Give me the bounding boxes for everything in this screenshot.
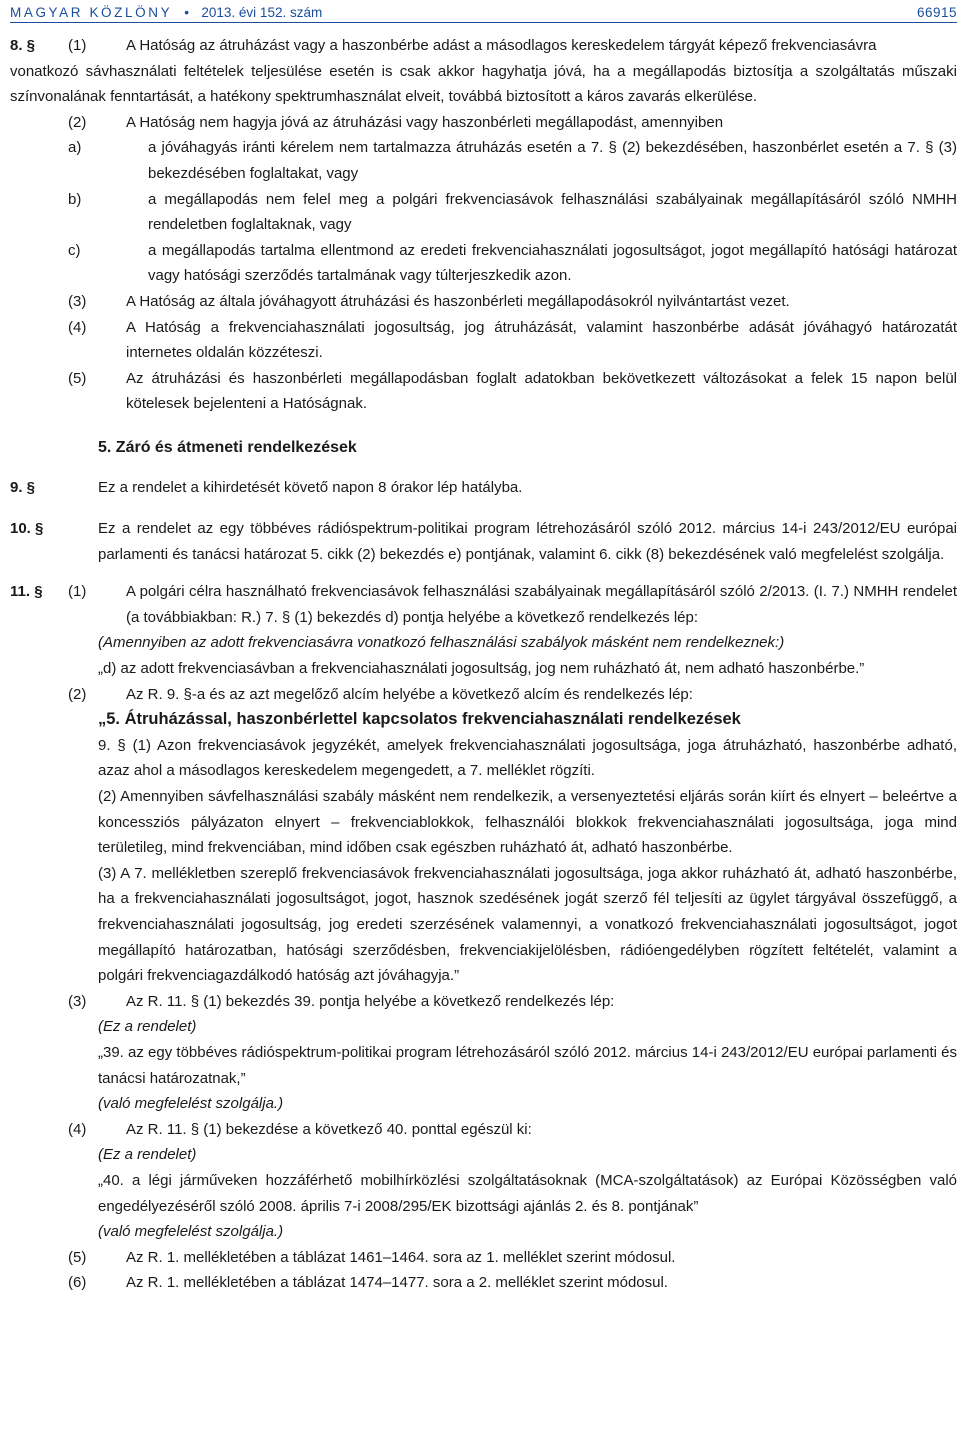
para-number: (1): [68, 583, 87, 601]
section-11-para-2: [68, 682, 957, 708]
document-body: [10, 23, 957, 1296]
italic-context: (Ez a rendelet): [98, 1146, 197, 1164]
page-header: [10, 0, 957, 23]
subpoint-text: a megállapodás tartalma ellentmond az eredeti frekvenciahasználati jogosultságot, jogot megállapító hatósági határozat vagy hatósági szerződés tartalmának vagy túlterjeszkedik azon.: [148, 241, 957, 285]
para-text: A Hatóság a frekvenciahasználati jogosultság, jog átruházását, valamint haszonbérbe adását jóváhagyó határozatát internetes oldalán közzéteszi.: [126, 318, 957, 362]
para-continuation: vonatkozó sávhasználati feltételek teljesülése esetén is csak akkor hagyhatja jóvá, ha a megállapodás biztosítja a szolgáltatás műszaki színvonalának fenntartását, a hatékony spektrumhasználat elveit, továbbá biztosított a káros zavarás elkerülése.: [10, 62, 957, 106]
para-number: (4): [68, 1120, 87, 1138]
quoted-para-3: (3) A 7. mellékletben szereplő frekvenciasávok frekvenciahasználati jogosultsága, joga akkor ruházható át, adható haszonbérbe, ha a frekvenciahasználati jogosultságot, jogot, hasznok szedésének jogát szerző fél teljesíti az ügylet tárgyával összefüggő, a frekvenciahasználati jogosultság, jog eredeti szerzésének valamennyi, a vonatkozó frekvenciahasználati jogosultságot, jogot megállapító határozatban, hatósági szerződésben, frekvenciakijelölésben, rádióengedélyben rögzített feltételét, valamint a polgári frekvenciagazdálkodó hatóság azt jóváhagyja.”: [98, 864, 957, 985]
section-8-para-4: [68, 315, 957, 366]
quoted-provision: „d) az adott frekvenciasávban a frekvenciahasználati jogosultság, jog nem ruházható át, nem adható haszonbérbe.”: [98, 660, 865, 678]
issue-number: 2013. évi 152. szám: [201, 5, 323, 20]
quoted-provision: „39. az egy többéves rádióspektrum-politikai program létrehozásáról szóló 2012. március 14-i 243/2012/EU európai parlamenti és tanácsi határozatnak,”: [98, 1043, 957, 1087]
para-text: Az R. 1. mellékletében a táblázat 1474–1477. sora a 2. melléklet szerint módosul.: [126, 1274, 668, 1292]
subpoint-text: a megállapodás nem felel meg a polgári frekvenciasávok felhasználási szabályainak megállapításáról szóló NMHH rendeletben foglaltaknak, vagy: [148, 190, 957, 234]
subpoint-c: [10, 238, 957, 289]
para-number: (5): [68, 1248, 87, 1266]
italic-context: (Amennyiben az adott frekvenciasávra vonatkozó felhasználási szabályok másként nem rendelkeznek:): [98, 634, 785, 652]
section-8-para-5: [68, 366, 957, 417]
subpoint-b: [10, 187, 957, 238]
section-text: Ez a rendelet a kihirdetését követő napon 8 órakor lép hatályba.: [98, 478, 523, 496]
quoted-subtitle: „5. Átruházással, haszonbérlettel kapcsolatos frekvenciahasználati rendelkezések: [98, 710, 741, 729]
para-text: A Hatóság nem hagyja jóvá az átruházási vagy haszonbérleti megállapodást, amennyiben: [126, 113, 724, 131]
quoted-para-1: 9. § (1) Azon frekvenciasávok jegyzékét, amelyek frekvenciahasználati jogosultsága, joga átruházható, haszonbérbe adható, azaz ahol a másodlagos kereskedelem megengedett, a 7. melléklet rögzíti.: [98, 736, 957, 780]
section-number: 8. §: [10, 37, 36, 54]
chapter-title: 5. Záró és átmeneti rendelkezések: [98, 438, 357, 456]
subpoint-letter: b): [68, 190, 82, 208]
para-number: (1): [68, 37, 87, 54]
subpoint-text: a jóváhagyás iránti kérelem nem tartalmazza átruházás esetén a 7. § (2) bekezdésében, haszonbérlet esetén a 7. § (3) bekezdésében foglaltakat, vagy: [148, 139, 957, 182]
para-number: (6): [68, 1274, 87, 1292]
page-number: 66915: [916, 5, 957, 20]
section-8-para-2: [68, 110, 957, 136]
para-text: Az R. 11. § (1) bekezdés 39. pontja helyébe a következő rendelkezés lép:: [126, 992, 615, 1010]
subpoint-letter: c): [68, 241, 81, 259]
section-10: [10, 516, 957, 567]
section-11-para-3: [68, 989, 957, 1015]
quoted-provision: „40. a légi járműveken hozzáférhető mobilhírközlési szolgáltatásoknak (MCA-szolgáltatások) az Európai Közösségben való engedélyezéséről szóló 2008. április 7-i 2008/295/EK bizottsági ajánlás 2. és 8. pontjának”: [98, 1171, 957, 1215]
section-number: 9. §: [10, 478, 36, 496]
para-number: (2): [68, 685, 87, 703]
header-journal-info: [10, 4, 322, 22]
section-8: [10, 33, 957, 110]
subpoint-letter: a): [68, 139, 82, 157]
para-text: A Hatóság az általa jóváhagyott átruházási és haszonbérleti megállapodásokról nyilvántartást vezet.: [126, 292, 790, 310]
section-11-para-6: [68, 1270, 957, 1296]
para-number: (2): [68, 113, 87, 131]
para-text: Az átruházási és haszonbérleti megállapodásban foglalt adatokban bekövetkezett változásokat a felek 15 napon belül kötelesek bejelenteni a Hatóságnak.: [126, 369, 957, 413]
section-number: 11. §: [10, 583, 43, 601]
quoted-para-2: (2) Amennyiben sávfelhasználási szabály másként nem rendelkezik, a versenyeztetési eljárás során kiírt és elnyert – beleértve a koncessziós pályázaton elnyert – frekvenciablokkok, felhasználói blokkok frekvenciahasználati jogosultsága, joga mind területileg, mind frekvenciában, mind időben csak egészben ruházható át, adható haszonbérbe.: [98, 788, 957, 857]
section-8-para-3: [68, 289, 957, 315]
para-number: (3): [68, 292, 87, 310]
header-bullet: •: [184, 5, 190, 20]
para-text: A Hatóság az átruházást vagy a haszonbérbe adást a másodlagos kereskedelem tárgyát képező frekvenciasávra: [126, 37, 877, 54]
section-11-para-1: [68, 579, 957, 630]
para-text: Az R. 9. §-a és az azt megelőző alcím helyébe a következő alcím és rendelkezés lép:: [126, 685, 693, 703]
section-11-para-4: [68, 1117, 957, 1143]
para-text: A polgári célra használható frekvenciasávok felhasználási szabályainak megállapításáról szóló 2/2013. (I. 7.) NMHH rendelet (a továbbiakban: R.) 7. § (1) bekezdés d) pontja helyébe a következő rendelkezés lép:: [126, 583, 957, 626]
para-number: (4): [68, 318, 87, 336]
para-text: Az R. 11. § (1) bekezdése a következő 40. ponttal egészül ki:: [126, 1120, 532, 1138]
para-number: (5): [68, 369, 87, 387]
italic-context: (Ez a rendelet): [98, 1018, 197, 1036]
section-text: Ez a rendelet az egy többéves rádióspektrum-politikai program létrehozásáról szóló 2012. március 14-i 243/2012/EU európai parlamenti és tanácsi határozat 5. cikk (2) bekezdés e) pontjának, valamint 6. cikk (8) bekezdésének való megfelelést szolgálja.: [98, 520, 957, 563]
subpoint-a: [10, 135, 957, 186]
italic-context: (való megfelelést szolgálja.): [98, 1095, 284, 1113]
section-number: 10. §: [10, 520, 44, 538]
document-page: [10, 0, 957, 1296]
italic-context: (való megfelelést szolgálja.): [98, 1223, 284, 1241]
journal-title: MAGYAR KÖZLÖNY: [10, 5, 172, 20]
section-11: [10, 579, 957, 630]
section-9: [10, 475, 957, 501]
section-11-para-5: [68, 1245, 957, 1271]
section-8-para-1: [68, 33, 957, 59]
para-number: (3): [68, 992, 87, 1010]
para-text: Az R. 1. mellékletében a táblázat 1461–1464. sora az 1. melléklet szerint módosul.: [126, 1248, 676, 1266]
